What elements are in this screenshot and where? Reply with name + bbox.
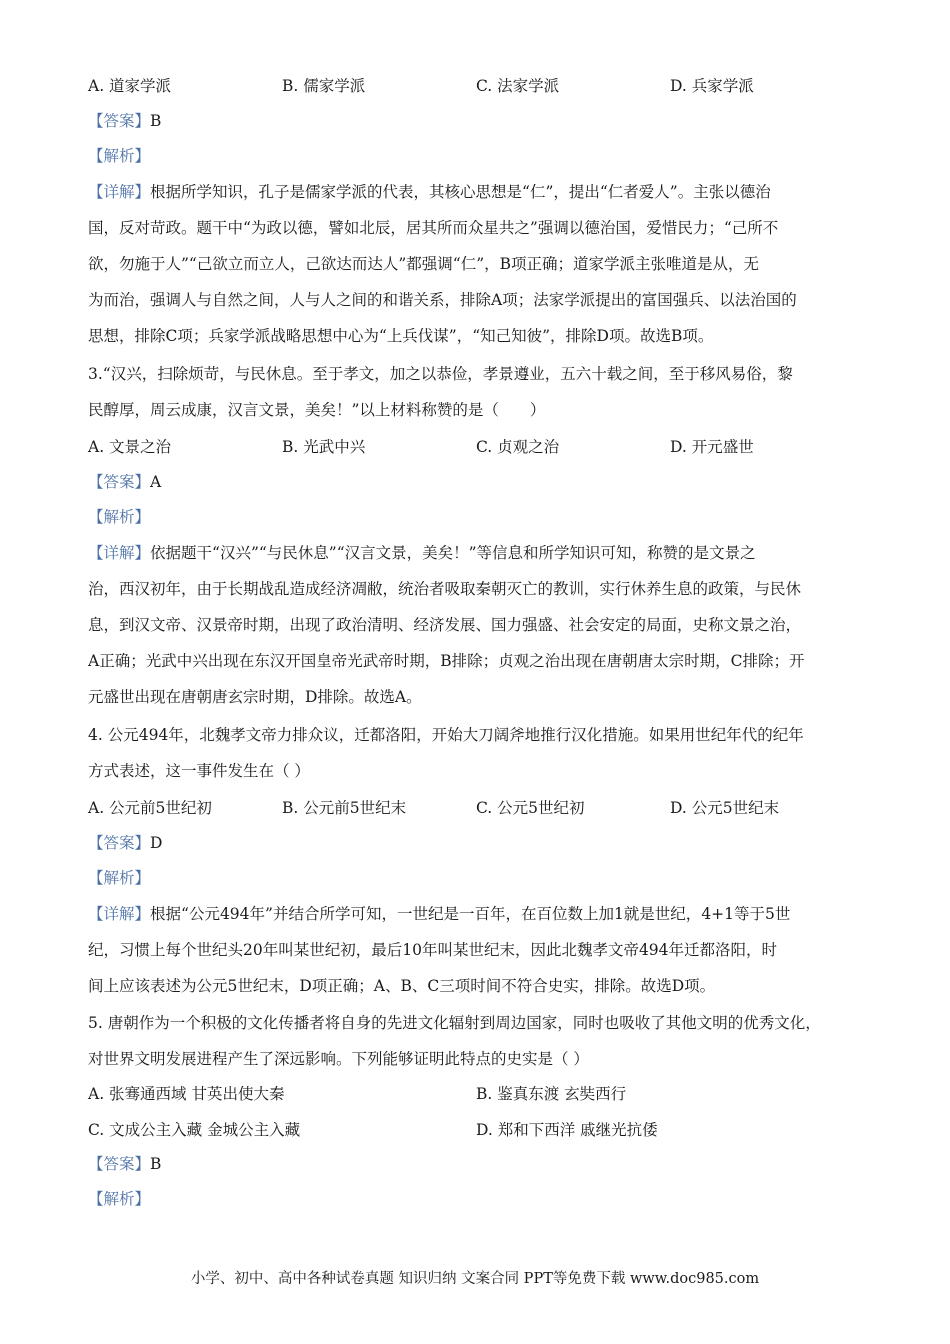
- answer-value: D: [150, 834, 163, 852]
- q5-stem: 5. 唐朝作为一个积极的文化传播者将自身的先进文化辐射到周边国家，同时也吸收了其他文明的优秀文化，: [88, 1014, 821, 1032]
- q3-option-a: A. 文景之治: [88, 438, 172, 456]
- q5-option-b: B. 鉴真东渡 玄奘西行: [476, 1085, 627, 1103]
- detail-text: 依据题干“汉兴”“与民休息”“汉言文景，美矣！”等信息和所学知识可知，称赞的是文景之: [150, 544, 756, 562]
- q4-detail-line: [88, 903, 863, 925]
- detail-text: 根据“公元494年”并结合所学可知，一世纪是一百年，在百位数上加1就是世纪，4+1等于5世: [150, 905, 791, 923]
- q3-option-d: D. 开元盛世: [670, 438, 754, 456]
- answer-value: A: [150, 473, 162, 491]
- q3-detail-line: 息，到汉文帝、汉景帝时期，出现了政治清明、经济发展、国力强盛、社会安定的局面，史称文景之治，: [88, 616, 802, 634]
- q2-option-c: C. 法家学派: [476, 77, 560, 95]
- answer-tag: 【答案】: [88, 1155, 151, 1173]
- q2-option-d: D. 兵家学派: [670, 77, 754, 95]
- q3-stem: 民醇厚，周云成康，汉言文景，美矣！”以上材料称赞的是（ ）: [88, 401, 546, 419]
- detail-tag: 【详解】: [88, 905, 151, 923]
- page-footer: 小学、初中、高中各种试卷真题 知识归纳 文案合同 PPT等免费下载 www.doc985.com: [190, 1271, 760, 1287]
- q3-analysis-tag: 【解析】: [88, 508, 151, 526]
- answer-tag: 【答案】: [88, 473, 151, 491]
- q2-detail-line: 欲，勿施于人”“己欲立而立人，己欲达而达人”都强调“仁”，B项正确；道家学派主张唯道是从，无: [88, 255, 760, 273]
- answer-tag: 【答案】: [88, 112, 151, 130]
- q4-option-d: D. 公元5世纪末: [670, 799, 780, 817]
- q4-stem: 方式表述，这一事件发生在（ ）: [88, 762, 310, 780]
- answer-value: B: [150, 112, 162, 130]
- q3-stem: 3.“汉兴，扫除烦苛，与民休息。至于孝文，加之以恭俭，孝景遵业，五六十载之间，至于移风易俗，黎: [88, 365, 793, 383]
- q2-detail-line: 思想，排除C项；兵家学派战略思想中心为“上兵伐谋”，“知己知彼”，排除D项。故选B项。: [88, 327, 714, 345]
- q3-option-c: C. 贞观之治: [476, 438, 560, 456]
- q3-answer: [88, 471, 863, 493]
- q3-detail-line: A正确；光武中兴出现在东汉开国皇帝光武帝时期，B排除；贞观之治出现在唐朝唐太宗时期，C排除；开: [88, 652, 805, 670]
- q5-option-c: C. 文成公主入藏 金城公主入藏: [88, 1121, 301, 1139]
- detail-tag: 【详解】: [88, 183, 151, 201]
- q3-detail-line: 元盛世出现在唐朝唐玄宗时期，D排除。故选A。: [88, 688, 422, 706]
- q5-option-d: D. 郑和下西洋 戚继光抗倭: [476, 1121, 658, 1139]
- q4-stem: 4. 公元494年，北魏孝文帝力排众议，迁都洛阳，开始大刀阔斧地推行汉化措施。如果用世纪年代的纪年: [88, 726, 804, 744]
- q4-option-b: B. 公元前5世纪末: [282, 799, 407, 817]
- q3-option-b: B. 光武中兴: [282, 438, 366, 456]
- q4-detail-line: 纪，习惯上每个世纪头20年叫某世纪初，最后10年叫某世纪末，因此北魏孝文帝494年迁都洛阳，时: [88, 941, 778, 959]
- q2-option-b: B. 儒家学派: [282, 77, 366, 95]
- q5-option-a: A. 张骞通西域 甘英出使大秦: [88, 1085, 285, 1103]
- q3-detail-line: [88, 542, 863, 564]
- q3-detail-line: 治，西汉初年，由于长期战乱造成经济凋敝，统治者吸取秦朝灭亡的教训，实行休养生息的政策，与民休: [88, 580, 802, 598]
- q4-option-a: A. 公元前5世纪初: [88, 799, 212, 817]
- q2-detail-line: [88, 181, 863, 203]
- q4-analysis-tag: 【解析】: [88, 869, 151, 887]
- q2-detail-line: 国，反对苛政。题干中“为政以德，譬如北辰，居其所而众星共之”强调以德治国，爱惜民力；“己所不: [88, 219, 779, 237]
- q4-answer: [88, 832, 863, 854]
- answer-value: B: [150, 1155, 162, 1173]
- q2-analysis-tag: 【解析】: [88, 147, 151, 165]
- q2-answer: [88, 110, 863, 132]
- detail-tag: 【详解】: [88, 544, 151, 562]
- q4-detail-line: 间上应该表述为公元5世纪末，D项正确；A、B、C三项时间不符合史实，排除。故选D项。: [88, 977, 716, 995]
- q2-option-a: A. 道家学派: [88, 77, 172, 95]
- answer-tag: 【答案】: [88, 834, 151, 852]
- q5-stem: 对世界文明发展进程产生了深远影响。下列能够证明此特点的史实是（ ）: [88, 1050, 589, 1068]
- q5-answer: [88, 1153, 863, 1175]
- detail-text: 根据所学知识，孔子是儒家学派的代表，其核心思想是“仁”，提出“仁者爱人”。主张以德治: [150, 183, 771, 201]
- q5-analysis-tag: 【解析】: [88, 1190, 151, 1208]
- q2-detail-line: 为而治，强调人与自然之间，人与人之间的和谐关系，排除A项；法家学派提出的富国强兵、以法治国的: [88, 291, 797, 309]
- q4-option-c: C. 公元5世纪初: [476, 799, 585, 817]
